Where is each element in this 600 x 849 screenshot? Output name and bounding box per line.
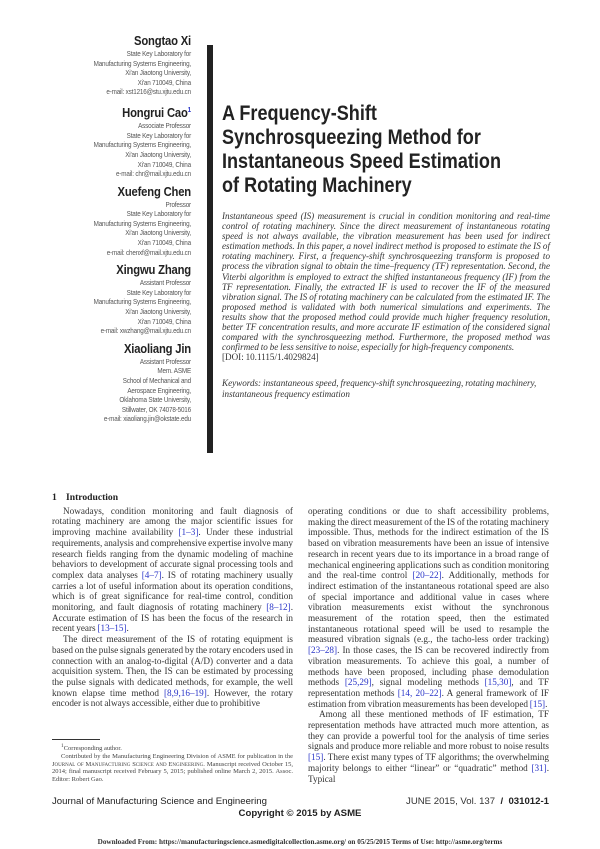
author-affiliation-line: Stillwater, OK 74078-5016: [121, 404, 191, 414]
author-affiliation-line: State Key Laboratory for: [126, 287, 191, 297]
author-affiliation-line: Mem. ASME: [157, 366, 191, 376]
body-paragraph: [52, 506, 293, 634]
body-paragraph: [308, 506, 549, 709]
author-name: [55, 103, 191, 121]
citation-link[interactable]: [13–15]: [97, 623, 127, 634]
footer-row: [52, 796, 549, 807]
author-affiliation-line: Xi'an Jiaotong University,: [125, 307, 191, 317]
body-paragraph: [52, 634, 293, 709]
author-name-text: Xiaoliang Jin: [123, 341, 191, 356]
author-block: [40, 103, 191, 179]
paragraph-text: Among all these mentioned methods of IF estimation, TF representation methods have attracted much more attention, as they can provide a powerful tool for the analysis of time series signals and produce more reliable and more robust to noise results: [308, 709, 549, 752]
author-email[interactable]: e-mail: xwzhang@mail.xjtu.edu.cn: [100, 326, 191, 336]
author-affiliation-line: Manufacturing Systems Engineering,: [93, 58, 191, 68]
section-title: Introduction: [66, 492, 119, 503]
author-affiliation-line: Xi'an 710049, China: [137, 77, 191, 87]
paragraph-text: , signal modeling methods: [371, 677, 485, 688]
citation-link[interactable]: [4–7]: [141, 569, 162, 580]
author-block: [40, 185, 191, 258]
author-affiliation-line: Associate Professor: [138, 121, 191, 131]
author-name-text: Xuefeng Chen: [117, 184, 191, 199]
author-block: [40, 34, 191, 97]
body-paragraph: [308, 709, 549, 784]
citation-link[interactable]: [15]: [308, 752, 324, 763]
footer-journal-name: Journal of Manufacturing Science and Engineering: [52, 796, 267, 808]
footnote-area: [52, 727, 293, 785]
right-column: [308, 493, 549, 784]
paragraph-text: , and TF representation methods: [308, 677, 549, 698]
journal-name-smallcaps: Journal of Manufacturing Science and Engineering: [52, 760, 204, 768]
paragraph-text: . Accurate estimation of IS has been the focus of the research in recent years: [52, 602, 293, 634]
paragraph-text: . Additionally, methods for indirect estimation of the instantaneous rotational speed are also of special importance and additional value in cases where vibration measurements exist without the synchronous measurement of the rotation speed, then the estimated instantaneous rotational speed will be used to resample the measured vibration signals (e.g., the tacho-less order tracking): [308, 570, 550, 645]
section-number: 1: [52, 492, 57, 503]
author-name: [55, 34, 191, 49]
citation-link[interactable]: [14, 20–22]: [397, 687, 442, 698]
section-heading: [52, 493, 293, 504]
author-email[interactable]: e-mail: xst1216@stu.xjtu.edu.cn: [106, 87, 191, 97]
author-affiliation-line: Xi'an 710049, China: [137, 238, 191, 248]
author-affiliation-line: School of Mechanical and: [122, 376, 191, 385]
author-affiliation-line: Manufacturing Systems Engineering,: [93, 140, 191, 150]
author-affiliation-line: State Key Laboratory for: [126, 209, 191, 219]
paragraph-text: . A general framework of IF estimation from vibration measurements has been developed: [308, 687, 549, 709]
author-affiliation-line: Xi'an Jiaotong University,: [125, 228, 191, 238]
paragraph-text: . Typical: [308, 762, 549, 784]
footnotes: [52, 743, 293, 785]
copyright: Copyright © 2015 by ASME: [238, 808, 362, 820]
citation-link[interactable]: [23–28]: [308, 645, 338, 656]
author-name: [55, 342, 191, 357]
issue-info: JUNE 2015, Vol. 137: [406, 796, 496, 808]
paragraph-text: .: [545, 698, 548, 709]
left-column: [52, 493, 293, 784]
paragraph-text: Nowadays, condition monitoring and fault diagnosis of rotating machinery are among the major scientific issues for improving machine availability: [52, 505, 293, 538]
citation-link[interactable]: [15,30]: [484, 677, 512, 688]
title-abstract-block: [222, 34, 550, 399]
author-name-text: Songtao Xi: [134, 34, 191, 48]
citation-link[interactable]: [15]: [529, 698, 546, 709]
abstract: [222, 211, 550, 362]
abstract-text: Instantaneous speed (IS) measurement is crucial in condition monitoring and real-time control of rotating machinery. Since the direct measurement of instantaneous rotating speed is not always available, the vibration measurement has been used for indirect estimation methods. In this paper, a novel indirect method is proposed to estimate the IS of rotating machinery. First, a frequency-shift synchrosqueezing transform is proposed to process the vibration signal to obtain the time–frequency (TF) representation. Second, the Viterbi algorithm is employed to extract the shifted instantaneous frequency (IF) from the TF representation. Finally, the extracted IF is used to recover the IF of the measured vibration signal. The IS of rotating machinery can be calculated from the estimated IF. The proposed method is validated with both numerical simulations and experiments. The results show that the proposed method could provide much higher frequency resolution, better TF concentration results, and more accurate IF estimation of the considered signal compared with the synchrosqueezing method. Furthermore, the proposed method was confirmed to be less sensitive to noise, especially for high-frequency components.: [222, 211, 550, 353]
author-affiliation-line: Manufacturing Systems Engineering,: [93, 218, 191, 228]
author-affiliation-line: Assistant Professor: [139, 356, 191, 366]
footnote-corresponding: [52, 743, 293, 753]
author-affiliation-line: Professor: [165, 199, 191, 209]
body-columns: [0, 493, 600, 784]
footnote-text: Contributed by the Manufacturing Engineering Division of ASME for publication in the: [61, 752, 293, 760]
title-line: A Frequency-Shift: [222, 101, 377, 125]
citation-link[interactable]: [25,29]: [344, 677, 372, 688]
author-name: [55, 185, 191, 200]
author-list: [40, 34, 191, 430]
citation-link[interactable]: [31]: [531, 762, 547, 773]
author-affiliation-line: Xi'an 710049, China: [137, 316, 191, 326]
title-line: of Rotating Machinery: [222, 173, 412, 197]
author-affiliation-line: Xi'an Jiaotong University,: [125, 149, 191, 159]
paragraph-text: . However, the rotary encoder is not always accessible, either due to prohibitive: [52, 687, 293, 709]
author-block: [40, 342, 191, 424]
paragraph-text: . IS of rotating machinery usually carries a lot of useful information about its operation conditions, which is of great significance for real-time control, condition monitoring, and fault diagnosis of rotating machinery: [52, 569, 294, 613]
footnote-text: . Manuscript received October 15, 2014; final manuscript received February 5, 2015; published online March 2, 2015. Assoc. Editor: Robert Gao.: [52, 760, 293, 784]
paragraph-text: . Under these industrial requirements, analysis and comprehensive expertise involve many research fields ranging from the dynamic modeling of machine behaviors to development of accurate signal processing tools and complex data analyses: [52, 527, 294, 580]
author-block: [40, 263, 191, 336]
author-affiliation-line: State Key Laboratory for: [126, 49, 191, 58]
paper-title: [222, 101, 550, 197]
paragraph-text: .: [126, 623, 129, 634]
author-affiliation-line: Assistant Professor: [139, 278, 191, 288]
author-name: [55, 263, 191, 278]
paragraph-text: operating conditions or due to shaft accessibility problems, making the direct measurement of the IS of the rotating machinery impossible. Thus, methods for the indirect estimation of the IS based on vibration measurements have been an issue of intensive research in recent years due to its importance in a broad range of mechanical engineering applications such as condition monitoring and the real-time control: [308, 506, 549, 581]
author-name-text: Xingwu Zhang: [116, 263, 191, 278]
author-affiliation-line: Manufacturing Systems Engineering,: [93, 297, 191, 307]
keywords: Keywords: instantaneous speed, frequency-shift synchrosqueezing, rotating machinery, instantaneous frequency estimation: [222, 378, 537, 399]
citation-link[interactable]: [20–22]: [412, 570, 442, 581]
author-email[interactable]: e-mail: xiaoliang.jin@okstate.edu: [103, 414, 191, 424]
footnote-contributed: [52, 753, 293, 785]
article-number: 031012-1: [508, 796, 549, 808]
citation-link[interactable]: [1–3]: [178, 527, 199, 538]
author-affiliation-line: State Key Laboratory for: [126, 130, 191, 140]
footer-issue: [406, 796, 549, 807]
separator: /: [500, 796, 504, 808]
citation-link[interactable]: [8–12]: [266, 602, 291, 613]
citation-link[interactable]: [8,9,16–19]: [163, 687, 207, 698]
download-notice[interactable]: Downloaded From: https://manufacturingscience.asmedigitalcollection.asme.org/ on 05/25/2015 Terms of Use: http://asme.org/terms: [97, 838, 503, 847]
vertical-divider-bar: [207, 45, 213, 453]
author-affiliation-line: Xi'an 710049, China: [137, 159, 191, 169]
author-email[interactable]: e-mail: chr@mail.xjtu.edu.cn: [116, 169, 191, 179]
paragraph-text: The direct measurement of the IS of rotating equipment is based on the pulse signals generated by the rotary encoders used in connection with an analog-to-digital (A/D) converter and a data acquisition system. Then, the IS can be estimated by processing the pulse signals with dedicated methods, for example, the well known elapse time method: [52, 634, 293, 698]
title-line: Instantaneous Speed Estimation: [222, 149, 501, 173]
author-affiliation-line: Xi'an Jiaotong University,: [125, 68, 191, 78]
footnote-link[interactable]: 1: [187, 106, 191, 114]
author-email[interactable]: e-mail: chenxf@mail.xjtu.edu.cn: [106, 247, 191, 257]
doi[interactable]: [DOI: 10.1115/1.4029824]: [222, 352, 319, 363]
footnote-mark: 1: [61, 742, 64, 749]
title-line: Synchrosqueezing Method for: [222, 125, 481, 149]
paragraph-text: . There exist many types of TF algorithms; the overwhelming majority belongs to either “linear” or “quadratic” method: [308, 752, 549, 773]
footnote-text: Corresponding author.: [63, 744, 122, 752]
paragraph-text: . In those cases, the IS can be recovered indirectly from vibration measurements. To achieve this goal, a number of methods have been proposed, including phase demodulation methods: [308, 645, 549, 688]
author-affiliation-line: Aerospace Engineering,: [127, 385, 191, 395]
author-name-text: Hongrui Cao: [122, 106, 188, 121]
footnote-rule: [52, 739, 100, 740]
author-affiliation-line: Oklahoma State University,: [119, 395, 191, 405]
